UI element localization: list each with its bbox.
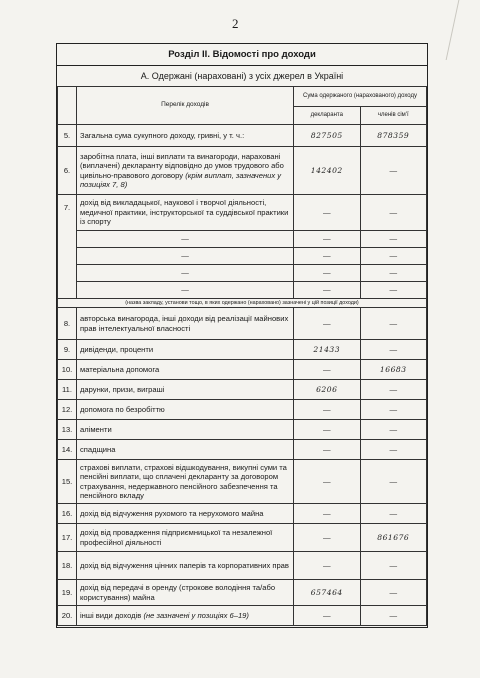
header-declarant: декларанта xyxy=(294,107,361,125)
row-number: 10. xyxy=(58,360,77,380)
row-description: спадщина xyxy=(77,440,294,460)
row-number: 15. xyxy=(58,460,77,504)
section-title: Розділ ІІ. Відомості про доходи xyxy=(57,44,427,66)
header-sum: Сума одержаного (нарахованого) доходу xyxy=(294,87,427,107)
family-value: — xyxy=(360,265,427,282)
row-description: дохід від відчуження рухомого та нерухомого майна xyxy=(77,504,294,524)
declarant-value: 827505 xyxy=(294,125,361,147)
table-row xyxy=(58,360,427,380)
table-row xyxy=(58,440,427,460)
institution-subrow xyxy=(58,282,427,299)
row-description: допомога по безробіттю xyxy=(77,400,294,420)
declarant-value: 657464 xyxy=(294,580,361,606)
table-row xyxy=(58,147,427,195)
declarant-value: — xyxy=(294,265,361,282)
header-row xyxy=(58,87,427,107)
declarant-value: — xyxy=(294,420,361,440)
row-description: дохід від відчуження цінних паперів та корпоративних прав xyxy=(77,552,294,580)
table-row xyxy=(58,340,427,360)
family-value: — xyxy=(360,440,427,460)
table-row xyxy=(58,400,427,420)
table-row xyxy=(58,504,427,524)
row-number: 19. xyxy=(58,580,77,606)
income-section xyxy=(56,43,428,628)
row-number: 20. xyxy=(58,606,77,626)
row-description: Загальна сума сукупного доходу, гривні, у т. ч.: xyxy=(77,125,294,147)
family-value: — xyxy=(360,580,427,606)
family-value: — xyxy=(360,552,427,580)
family-value: — xyxy=(360,606,427,626)
table-row xyxy=(58,552,427,580)
row-description-text: заробітна плата, інші виплати та винагороди, нараховані (виплачені) декларанту відповідно до умов трудового або цивільно-правового договору xyxy=(80,151,284,180)
table-row xyxy=(58,580,427,606)
declarant-value: — xyxy=(294,440,361,460)
row-description: дохід від провадження підприємницької та незалежної професійної діяльності xyxy=(77,524,294,552)
subsection-title: А. Одержані (нараховані) з усіх джерел в Україні xyxy=(140,71,344,81)
family-value: — xyxy=(360,460,427,504)
declarant-value: — xyxy=(294,524,361,552)
institution-line: — xyxy=(77,265,294,282)
family-value: — xyxy=(360,248,427,265)
declarant-value: — xyxy=(294,360,361,380)
row-description-note: (крім виплат, зазначених у позиціях 7, 8) xyxy=(80,170,282,189)
family-value: 861676 xyxy=(360,524,427,552)
row-description: матеріальна допомога xyxy=(77,360,294,380)
row-number: 13. xyxy=(58,420,77,440)
row-description: дивіденди, проценти xyxy=(77,340,294,360)
row-description: страхові виплати, страхові відшкодування, викупні суми та пенсійні виплати, що сплачені декларанту за договором страхування, недержавного пенсійного забезпечення та пенсійного вкладу xyxy=(77,460,294,504)
institution-subrow xyxy=(58,231,427,248)
table-row xyxy=(58,460,427,504)
table-row xyxy=(58,606,427,626)
declarant-value: 6206 xyxy=(294,380,361,400)
declarant-value: — xyxy=(294,231,361,248)
declarant-value: 142402 xyxy=(294,147,361,195)
row-description: авторська винагорода, інші доходи від реалізації майнових прав інтелектуальної власності xyxy=(77,308,294,340)
page-number: 2 xyxy=(232,16,239,31)
institution-note-row xyxy=(58,299,427,308)
row-description-note: (не зазначені у позиціях 6–19) xyxy=(143,610,249,620)
institution-note: (назва закладу, установи тощо, в яких одержано (нараховано) зазначені у цій позиції доходи) xyxy=(58,299,427,308)
row-number: 9. xyxy=(58,340,77,360)
family-value: — xyxy=(360,420,427,440)
table-row xyxy=(58,125,427,147)
row-description: дарунки, призи, виграші xyxy=(77,380,294,400)
declarant-value: — xyxy=(294,552,361,580)
institution-line: — xyxy=(77,248,294,265)
row-number: 7. xyxy=(58,195,77,299)
declarant-value: — xyxy=(294,308,361,340)
row-description: дохід від викладацької, наукової і творчої діяльності, медичної практики, інструкторської та суддівської практики із спорту xyxy=(77,195,294,231)
header-num-cell xyxy=(58,87,77,125)
row-description: дохід від передачі в оренду (строкове володіння та/або користування) майна xyxy=(77,580,294,606)
declarant-value: — xyxy=(294,460,361,504)
table-row xyxy=(58,420,427,440)
family-value: — xyxy=(360,340,427,360)
institution-line: — xyxy=(77,231,294,248)
table-row xyxy=(58,524,427,552)
declarant-value: — xyxy=(294,400,361,420)
row-number: 8. xyxy=(58,308,77,340)
family-value: — xyxy=(360,308,427,340)
family-value: — xyxy=(360,380,427,400)
header-family: членів сім'ї xyxy=(360,107,427,125)
row-number: 11. xyxy=(58,380,77,400)
paper-fold-mark xyxy=(446,0,466,60)
row-description-text: інші види доходів xyxy=(80,610,142,620)
row-number: 18. xyxy=(58,552,77,580)
row-description xyxy=(77,147,294,195)
row-number: 6. xyxy=(58,147,77,195)
row-description xyxy=(77,606,294,626)
header-description: Перелік доходів xyxy=(77,87,294,125)
declarant-value: — xyxy=(294,195,361,231)
row-number: 12. xyxy=(58,400,77,420)
family-value: 16683 xyxy=(360,360,427,380)
declarant-value: — xyxy=(294,606,361,626)
declarant-value: 21433 xyxy=(294,340,361,360)
family-value: 878359 xyxy=(360,125,427,147)
family-value: — xyxy=(360,231,427,248)
family-value: — xyxy=(360,282,427,299)
income-table xyxy=(57,86,427,626)
family-value: — xyxy=(360,147,427,195)
institution-subrow xyxy=(58,265,427,282)
family-value: — xyxy=(360,400,427,420)
row-number: 14. xyxy=(58,440,77,460)
family-value: — xyxy=(360,195,427,231)
table-row xyxy=(58,195,427,231)
declarant-value: — xyxy=(294,282,361,299)
declarant-value: — xyxy=(294,504,361,524)
row-number: 17. xyxy=(58,524,77,552)
declarant-value: — xyxy=(294,248,361,265)
row-number: 5. xyxy=(58,125,77,147)
table-row xyxy=(58,308,427,340)
row-number: 16. xyxy=(58,504,77,524)
family-value: — xyxy=(360,504,427,524)
row-description: аліменти xyxy=(77,420,294,440)
institution-line: — xyxy=(77,282,294,299)
institution-subrow xyxy=(58,248,427,265)
table-row xyxy=(58,380,427,400)
